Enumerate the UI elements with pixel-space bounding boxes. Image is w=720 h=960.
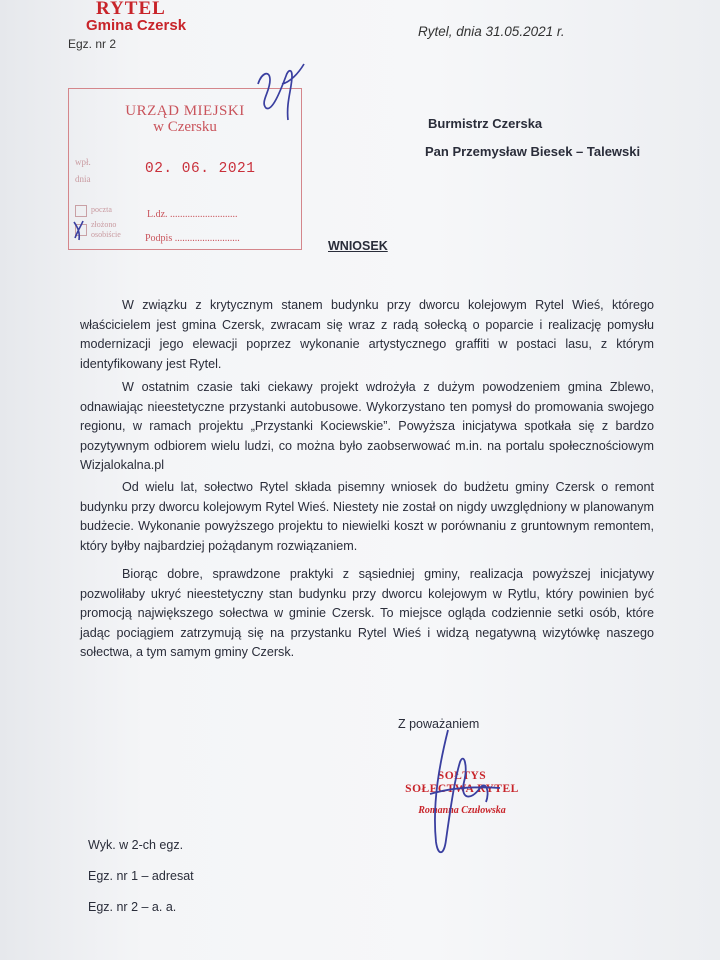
closing-line: Z poważaniem — [398, 717, 480, 731]
footer-copy1: Egz. nr 1 – adresat — [88, 869, 194, 883]
signature-stamp-line1: SOŁTYS — [437, 770, 487, 782]
header-copy-number: Egz. nr 2 — [68, 37, 117, 51]
stamp-line1: URZĄD MIEJSKI — [125, 103, 245, 119]
paragraph-2-text: W ostatnim czasie taki ciekawy projekt wdrożyła z dużym powodzeniem gmina Zblewo, odnawiając nieestetyczne przystanki autobusowe. Wykorzystano ten pomysł do promowania swojego regionu, w ramach projektu „Przystanki Kociewskie”. Powyższa inicjatywa spotkała się z bardzo pozytywnym odbiorem wielu ludzi, co można było zaobserwować m.in. na portalu społecznościowym Wizjalokalna.pl — [80, 380, 654, 472]
stamp-option-post: poczta — [91, 205, 112, 214]
recipient-line1: Burmistrz Czerska — [428, 116, 543, 131]
signature-stamp-line2: SOŁECTWA RYTEL — [405, 783, 519, 795]
signature-stamp-name: Romanna Czułowska — [418, 805, 506, 816]
header-title: RYTEL — [96, 0, 166, 19]
paragraph-3-text: Od wielu lat, sołectwo Rytel składa pisemny wniosek do budżetu gminy Czersk o remont budynku przy dworcu kolejowym Rytel Wieś. Niestety nie został on nigdy uwzględniony w planowanym budżecie. Wykonanie powyższego projektu to niewielki koszt w porównaniu z gruntownym remontem, który byłby najbardziej pożądanym rozwiązaniem. — [80, 480, 654, 553]
paragraph-1-text: W związku z krytycznym stanem budynku przy dworcu kolejowym Rytel Wieś, którego właścicielem jest gmina Czersk, zwracam się wraz z radą sołecką o poparcie i realizację pomysłu modernizacji jego elewacji poprzez wykonanie artystycznego graffiti w postaci lasu, z którym identyfikowany jest Rytel. — [80, 298, 654, 371]
stamp-field-ldz: L.dz. ........................... — [147, 209, 238, 220]
stamp-label-date: dnia — [75, 174, 91, 184]
stamp-label-received: wpł. — [75, 157, 91, 167]
paragraph-2 — [80, 378, 654, 476]
signature-icon — [410, 722, 510, 862]
recipient-line2: Pan Przemysław Biesek – Talewski — [425, 144, 641, 159]
footer-copies: Wyk. w 2-ch egz. — [88, 838, 184, 852]
header-subtitle: Gmina Czersk — [86, 17, 187, 34]
checkmark-icon — [70, 218, 90, 242]
stamp-field-signature: Podpis .......................... — [145, 233, 240, 244]
stamp-option-personal-2: osobiście — [91, 230, 121, 239]
footer-copy2: Egz. nr 2 – a. a. — [88, 900, 177, 914]
stamp-option-personal-1: złożono — [91, 220, 117, 229]
date-line: Rytel, dnia 31.05.2021 r. — [418, 24, 565, 39]
stamp-checkbox-post — [75, 205, 87, 217]
paragraph-3 — [80, 478, 654, 556]
paragraph-4 — [80, 565, 654, 663]
paragraph-4-text: Biorąc dobre, sprawdzone praktyki z sąsiedniej gminy, realizacja powyższej inicjatywy pozwoliłaby ukryć nieestetyczny stan budynku przy dworcu kolejowym w Rytlu, który powinien być promocją największego sołectwa w gminie Czersk. To miejsce ogląda codziennie setki osób, które jadąc pociągiem zatrzymują się na przystanku Rytel Wieś i widzą negatywną wizytówkę naszego sołectwa, a tym samym gminy Czersk. — [80, 567, 654, 659]
initials-signature-icon — [252, 62, 312, 128]
paragraph-1 — [80, 296, 654, 374]
document-heading: WNIOSEK — [328, 239, 388, 253]
stamp-line2: w Czersku — [153, 119, 217, 135]
stamp-date: 02. 06. 2021 — [145, 161, 256, 177]
